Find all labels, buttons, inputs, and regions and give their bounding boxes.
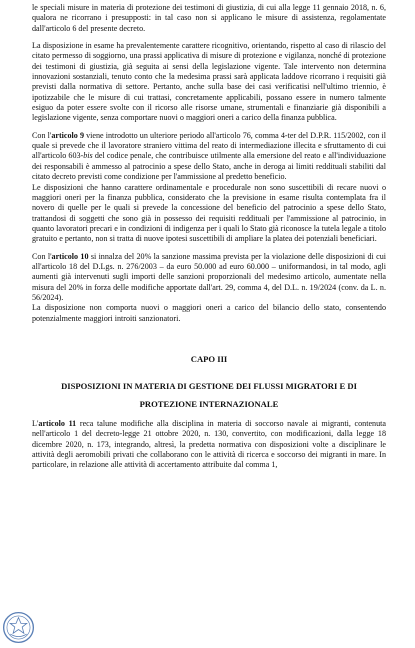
chapter-heading: CAPO III	[190, 353, 228, 364]
paragraph-nessun-onere: La disposizione non comporta nuovi o maggiori oneri a carico del bilancio dello stato, consentendo potenzialmente maggiori introiti sanzionatori.	[32, 303, 386, 323]
section-gap	[32, 324, 386, 354]
section-title-line-1: DISPOSIZIONI IN MATERIA DI GESTIONE DEI FLUSSI MIGRATORI E DI	[61, 380, 357, 391]
paragraph-articolo-9	[32, 131, 386, 183]
article-ref-11: articolo 11	[38, 418, 77, 428]
text-run: Con l'	[32, 251, 52, 261]
paragraph-ricognitivo: La disposizione in esame ha prevalentemente carattere ricognitivo, orientando, rispetto al caso di rilascio del citato permesso di soggiorno, una prassi applicativa di misure di protezione e vigilanza, nonché di protezione dei testimoni di giustizia, già seguita ai sensi della legislazione vigente. Tale intervento non determina innovazioni sostanziali, tenuto conto che la medesima prassi sarà applicata laddove ricorrano i requisiti già previsti dalla normativa di settore. Pertanto, anche sulla base dei casi verificatisi nell'ultimo triennio, è ipotizzabile che le misure di cui trattasi, concretamente applicabili, possano essere in numero talmente esiguo da poter essere svolte con il ricorso alle risorse umane, strumentali e finanziarie già disponibili a legislazione vigente, senza comportare nuovi o maggiori oneri a carico della finanza pubblica.	[32, 41, 386, 123]
section-title-line-2: PROTEZIONE INTERNAZIONALE	[139, 398, 279, 409]
document-body	[32, 3, 386, 471]
text-run: si innalza del 20% la sanzione massima prevista per la violazione delle disposizioni di cui all'articolo 18 del D.Lgs. n. 276/2003 – da euro 50.000 ad euro 60.000 – uniformandosi, in tal modo, agli aumenti già intervenuti sugli importi delle sanzioni proporzionali del medesimo articolo, aumentate nella misura del 20% in forza delle modifiche apportate dall'art. 29, comma 4, del D.L. n. 19/2024 (conv. da L. n. 56/2024).	[32, 251, 386, 302]
paragraph-testimoni-giustizia: le speciali misure in materia di protezione dei testimoni di giustizia, di cui alla legge 11 gennaio 2018, n. 6, qualora ne ricorrano i presupposti: in tal caso non si applicano le misure di assistenza, regolamentate dall'articolo 6 del presente decreto.	[32, 3, 386, 33]
paragraph-articolo-11	[32, 419, 386, 471]
paragraph-ordinamentale: Le disposizioni che hanno carattere ordinamentale e procedurale non sono suscettibili di recare nuovi o maggiori oneri per la finanza pubblica, considerato che la previsione in esame risulta contemplata fra il novero di quelle per le quali si prevede la concessione del beneficio del patrocinio a spese dello Stato, trattandosi di soggetti che sono già in possesso dei requisiti reddituali per l'ammissione al patrocinio, in quanto lavoratori precari e in condizioni di indigenza per i quali lo Stato già riconosce la tutela legale a titolo gratuito e pertanto, non si tratta di nuove ipotesi suscettibili di ampliare la platea dei potenziali beneficiari.	[32, 182, 386, 244]
text-run: viene introdotto un ulteriore periodo all'articolo 76, comma 4-ter del D.P.R. 115/2002, con il quale si prevede che il lavoratore straniero vittima del reato di intermediazione illecita e sfruttamento di cui all'articolo 603-	[32, 130, 386, 161]
text-run: reca talune modifiche alla disciplina in materia di soccorso navale ai migranti, contenuta nell'articolo 1 del decreto-legge 21 ottobre 2020, n. 130, convertito, con modificazioni, dalla legge 18 dicembre 2020, n. 173, integrando, altresì, la predetta normativa con disposizioni volte a disciplinare le attività degli aeromobili privati che collaborano con le attività di ricerca e soccorso dei migranti in mare. In particolare, in relazione alle attività di accertamento attribuite dal comma 1,	[32, 418, 386, 470]
text-run: L'	[32, 418, 39, 428]
italic-bis: bis	[83, 151, 93, 161]
text-run: Con l'	[32, 130, 52, 140]
paragraph-articolo-10	[32, 252, 386, 304]
article-ref-10: articolo 10	[51, 251, 89, 261]
emblem-seal-icon	[2, 611, 35, 644]
article-ref-9: articolo 9	[51, 130, 84, 140]
text-run: del codice penale, che contribuisce utilmente alla emersione del reato e all'individuazione dei responsabili è ammesso al patrocinio a spese dello Stato, anche in deroga ai limiti reddituali stabiliti dal citato decreto previsti come condizione per l'ammissione al predetto beneficio.	[32, 151, 386, 182]
